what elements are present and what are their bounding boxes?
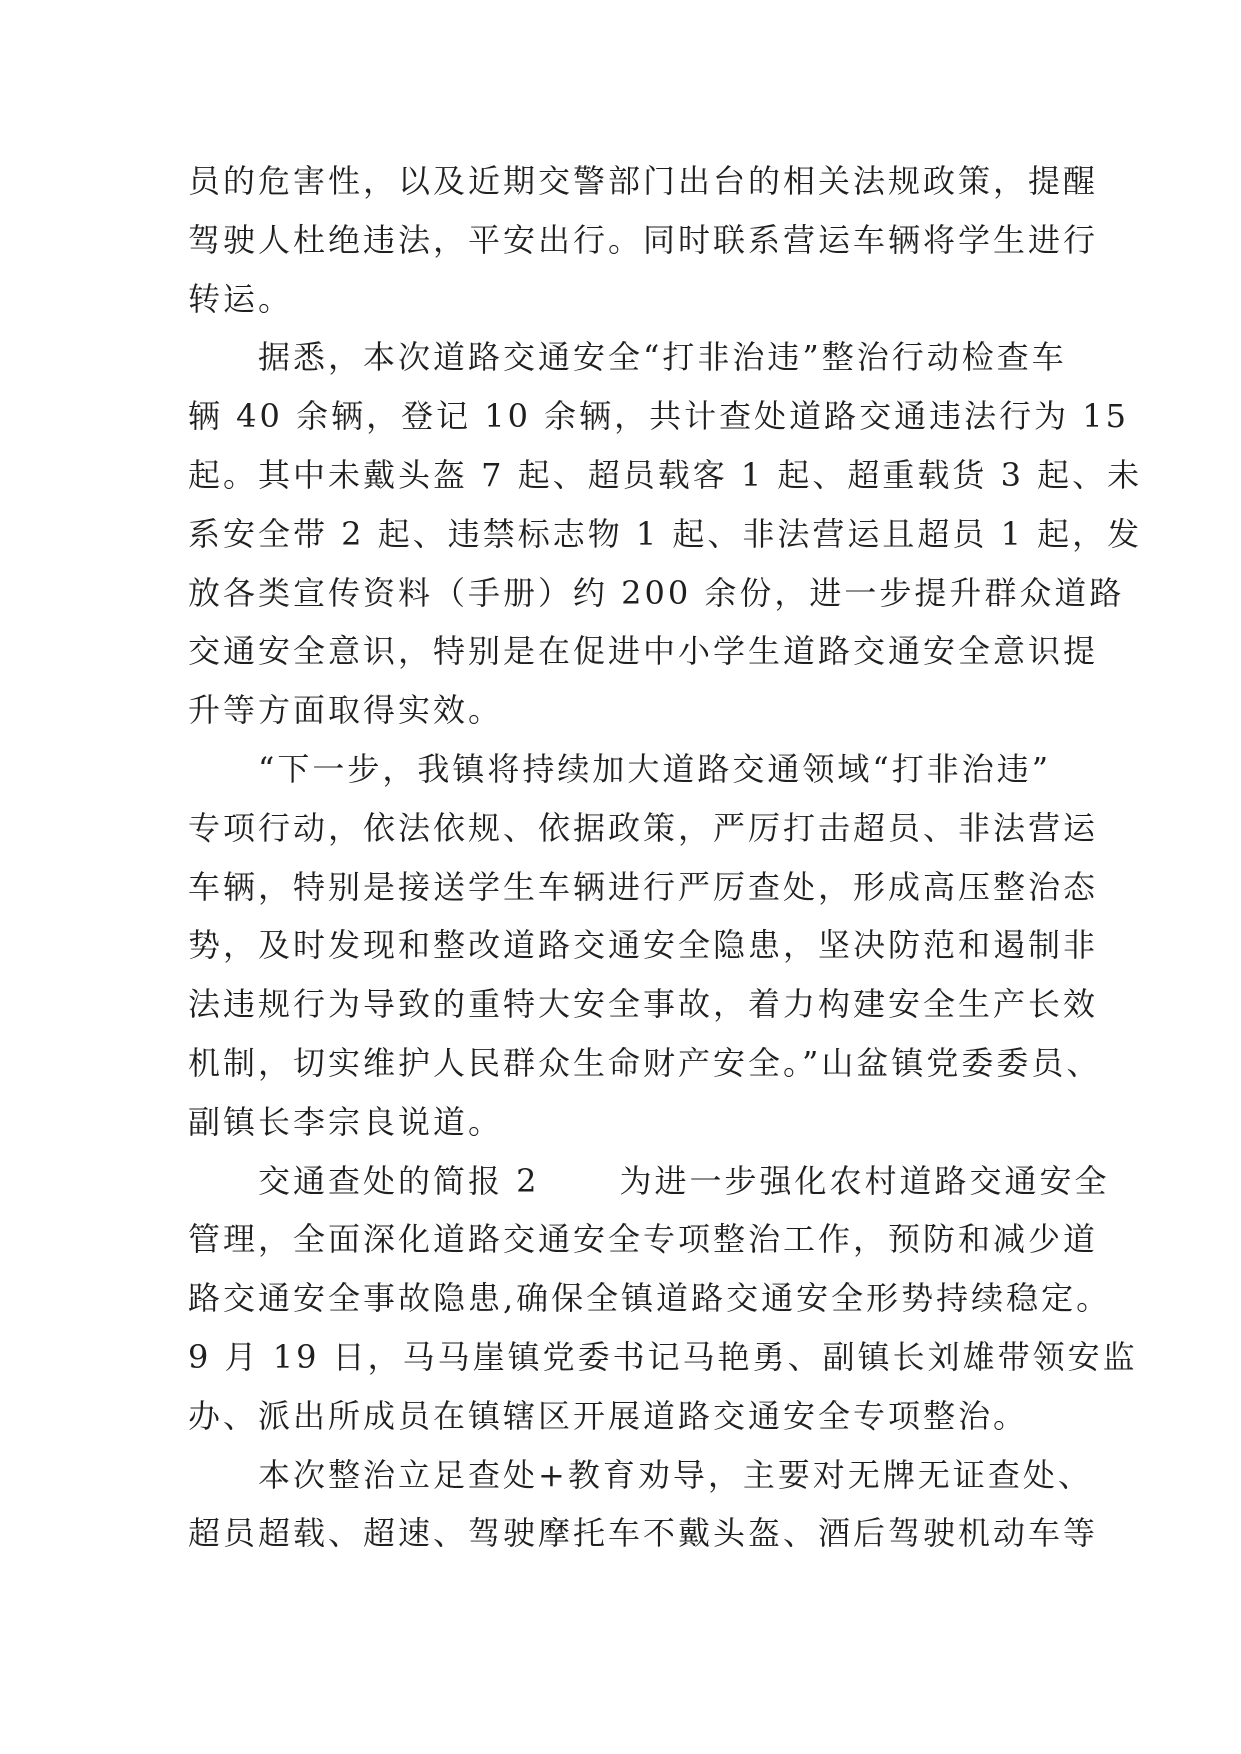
text-line: 系安全带 2 起、违禁标志物 1 起、非法营运且超员 1 起，发 (188, 514, 1143, 553)
text-line: 升等方面取得实效。 (188, 691, 504, 730)
text-line: “下一步，我镇将持续加大道路交通领域“打非治违” (258, 749, 1052, 788)
section-heading: 交通查处的简报 2 (258, 1161, 540, 1200)
text-line: 驾驶人杜绝违法，平安出行。同时联系营运车辆将学生进行 (188, 220, 1099, 259)
text-line: 辆 40 余辆，登记 10 余辆，共计查处道路交通违法行为 15 (188, 397, 1130, 436)
text-line: 员的危害性，以及近期交警部门出台的相关法规政策，提醒 (188, 162, 1099, 200)
text-line: 据悉，本次道路交通安全“打非治违”整治行动检查车 (258, 338, 1067, 377)
text-line: 交通安全意识，特别是在促进中小学生道路交通安全意识提 (188, 632, 1099, 671)
text-line: 起。其中未戴头盔 7 起、超员载客 1 起、超重载货 3 起、未 (188, 455, 1143, 494)
text-line: 放各类宣传资料（手册）约 200 余份，进一步提升群众道路 (188, 573, 1125, 612)
text-line: 副镇长李宗良说道。 (188, 1102, 504, 1141)
text-line: 机制，切实维护人民群众生命财产安全。”山盆镇党委委员、 (188, 1043, 1102, 1082)
text-fragment: 为进一步强化农村道路交通安全 (619, 1161, 1110, 1200)
text-line: 专项行动，依法依规、依据政策，严厉打击超员、非法营运 (188, 808, 1099, 847)
text-line: 管理，全面深化道路交通安全专项整治工作，预防和减少道 (188, 1220, 1099, 1259)
text-line: 势，及时发现和整改道路交通安全隐患，坚决防范和遏制非 (188, 926, 1099, 965)
text-line (188, 1152, 1110, 1211)
text-line: 路交通安全事故隐患,确保全镇道路交通安全形势持续稳定。 (188, 1279, 1112, 1318)
text-line: 法违规行为导致的重特大安全事故，着力构建安全生产长效 (188, 985, 1099, 1024)
text-line: 办、派出所成员在镇辖区开展道路交通安全专项整治。 (188, 1396, 1029, 1435)
text-line: 9 月 19 日，马马崖镇党委书记马艳勇、副镇长刘雄带领安监 (188, 1337, 1138, 1376)
text-line: 本次整治立足查处+教育劝导，主要对无牌无证查处、 (258, 1455, 1093, 1494)
body-text (188, 152, 1143, 1563)
text-line: 转运。 (188, 279, 294, 318)
text-line: 超员超载、超速、驾驶摩托车不戴头盔、酒后驾驶机动车等 (188, 1514, 1099, 1553)
text-line: 车辆，特别是接送学生车辆进行严厉查处，形成高压整治态 (188, 867, 1099, 906)
